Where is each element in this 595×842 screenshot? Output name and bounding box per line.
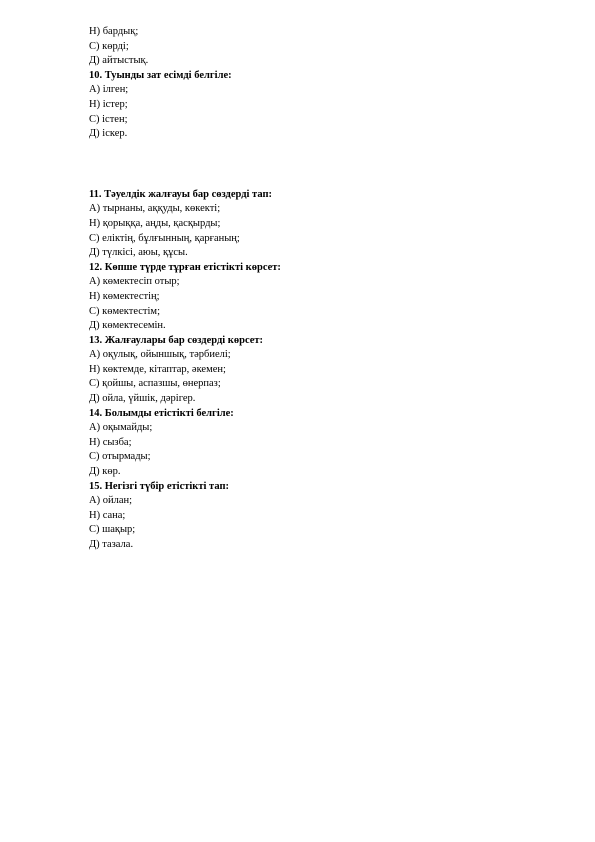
answer-option: Н) көктемде, кітаптар, әкемен; bbox=[89, 363, 226, 375]
answer-option: Н) сызба; bbox=[89, 436, 132, 448]
answer-option: Д) тазала. bbox=[89, 539, 134, 550]
answer-option: Д) айтыстық. bbox=[89, 55, 149, 67]
question-heading: 11. Тәуелдік жалғауы бар сөздерді тап: bbox=[89, 188, 272, 200]
answer-option: А) ілген; bbox=[89, 84, 129, 96]
answer-option: С) көмектестім; bbox=[89, 305, 160, 317]
answer-option: С) шақыр; bbox=[89, 524, 136, 536]
answer-option: Н) бардық; bbox=[89, 26, 139, 37]
answer-option: С) көрді; bbox=[89, 40, 129, 52]
answer-option: Н) қорыққа, аңды, қасқырды; bbox=[89, 217, 221, 229]
answer-option: А) оқулық, ойыншық, тәрбиелі; bbox=[89, 349, 231, 361]
answer-option: Н) сана; bbox=[89, 509, 126, 521]
answer-option: А) тырнаны, аққуды, көкекті; bbox=[89, 203, 221, 215]
answer-option: Д) көр. bbox=[89, 466, 121, 478]
answer-option: С) істен; bbox=[89, 113, 128, 125]
question-heading: 14. Болымды етістікті белгіле: bbox=[89, 407, 234, 419]
answer-option: А) көмектесіп отыр; bbox=[89, 276, 180, 288]
answer-option: С) отырмады; bbox=[89, 451, 151, 463]
answer-option: С) еліктің, бұлғынның, қарғаның; bbox=[89, 232, 240, 244]
answer-option: С) қойшы, аспазшы, өнерпаз; bbox=[89, 378, 221, 390]
answer-option: Д) көмектесемін. bbox=[89, 320, 166, 332]
question-heading: 10. Туынды зат есімді белгіле: bbox=[89, 69, 232, 81]
answer-option: Д) түлкісі, аюы, құсы. bbox=[89, 247, 188, 259]
answer-option: Д) ойла, үйшік, дәрігер. bbox=[89, 393, 196, 405]
question-block-2 bbox=[89, 188, 549, 553]
answer-option: А) оқымайды; bbox=[89, 422, 153, 434]
answer-option: Н) көмектестің; bbox=[89, 290, 160, 302]
question-heading: 15. Негізгі түбір етістікті тап: bbox=[89, 480, 229, 492]
question-heading: 12. Көпше түрде тұрған етістікті көрсет: bbox=[89, 261, 281, 273]
answer-option: А) ойлан; bbox=[89, 495, 133, 507]
vertical-gap bbox=[89, 142, 549, 188]
answer-option: Н) істер; bbox=[89, 98, 128, 110]
question-heading: 13. Жалғаулары бар сөздерді көрсет: bbox=[89, 334, 264, 346]
question-block-1 bbox=[89, 25, 549, 142]
document-page bbox=[89, 25, 549, 553]
answer-option: Д) іскер. bbox=[89, 128, 128, 140]
